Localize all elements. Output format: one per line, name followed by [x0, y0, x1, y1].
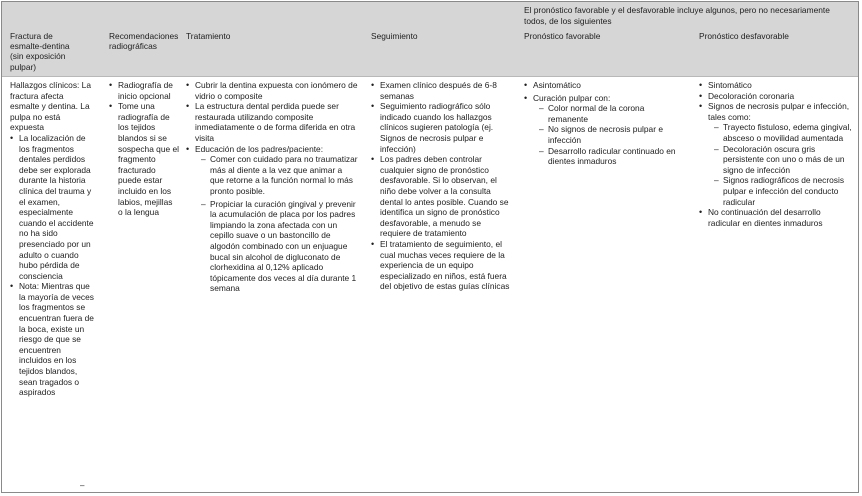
col-treatment [186, 80, 358, 294]
trailing-dash: – [80, 481, 85, 490]
sub-item: – Comer con cuidado para no traumatizar más al diente a la vez que animar a que retorne a la función normal lo más pronto posible. [201, 154, 358, 196]
education-sublist [201, 154, 358, 294]
list-item [186, 144, 358, 294]
sub-item: – Trayecto fistuloso, edema gingival, absceso o movilidad aumentada [714, 122, 855, 143]
list-item: • Seguimiento radiográfico sólo indicado cuando los hallazgos clínicos sugieren patología (ej. Signos de necrosis pulpar e infección) [371, 101, 513, 154]
sub-item: – Decoloración oscura gris persistente con uno o más de un signo de infección [714, 144, 855, 176]
list-item: • Examen clínico después de 6-8 semanas [371, 80, 513, 101]
sub-item: – Color normal de la corona remanente [539, 103, 684, 124]
education-label: Educación de los padres/paciente: [195, 143, 324, 154]
radiographic-list [109, 80, 179, 218]
necrosis-sublist [714, 122, 855, 207]
list-item: • Asintomático [524, 80, 684, 91]
sub-item: – Propiciar la curación gingival y prevenir la acumulación de placa por los padres limpiando la zona afectada con un cepillo suave o un bastoncillo de algodón combinado con un enjuague bucal sin alcohol de digluconato de clorhexidina al 0,12% aplicado tópicamente dos veces al día durante 1 semana [201, 199, 358, 294]
followup-list [371, 80, 513, 292]
list-item: • No continuación del desarrollo radicular en dientes inmaduros [699, 207, 855, 228]
list-item: • Los padres deben controlar cualquier signo de pronóstico desfavorable. Si lo observan, el niño debe volver a la consulta dental lo antes posible. Cuando se identifica un signo de pronóstico desfavorable, a menudo se requiere de tratamiento [371, 154, 513, 239]
list-item: • Tome una radiografía de los tejidos blandos si se sospecha que el fragmento fracturado puede estar incluido en los labios, mejillas o la lengua [109, 101, 179, 218]
header-col-injury: Fractura de esmalte-dentina (sin exposición pulpar) [10, 31, 70, 72]
col-followup [371, 80, 513, 292]
list-item [699, 101, 855, 207]
header-col-radiographic: Recomendaciones radiográficas [109, 31, 179, 52]
header-col-treatment: Tratamiento [186, 31, 231, 41]
sub-item: – Signos radiográficos de necrosis pulpar e infección del conducto radicular [714, 175, 855, 207]
unfavorable-list [699, 80, 855, 228]
healing-sublist [539, 103, 684, 167]
list-item: • La estructura dental perdida puede ser restaurada utilizando composite inmediatamente o de forma diferida en otra visita [186, 101, 358, 143]
list-item: • Decoloración coronaria [699, 91, 855, 102]
clinical-findings-text: Hallazgos clínicos: La fractura afecta esmalte y dentina. La pulpa no está expuesta [10, 80, 91, 133]
col-favorable [524, 80, 684, 167]
list-item [524, 93, 684, 167]
list-item: • Radiografía de inicio opcional [109, 80, 179, 101]
col-injury [10, 80, 94, 398]
list-item: • Cubrir la dentina expuesta con ionómero de vidrio o composite [186, 80, 358, 101]
favorable-list [524, 80, 684, 167]
table-header [2, 2, 858, 77]
header-col-unfavorable: Pronóstico desfavorable [699, 31, 789, 41]
list-item: • El tratamiento de seguimiento, el cual muchas veces requiere de la experiencia de un equipo especializado en niños, está fuera del objetivo de estas guías clínicas [371, 239, 513, 292]
necrosis-label: Signos de necrosis pulpar e infección, tales como: [708, 101, 850, 122]
header-col-favorable: Pronóstico favorable [524, 31, 601, 41]
sub-item: – No signos de necrosis pulpar e infección [539, 124, 684, 145]
sub-item: – Desarrollo radicular continuado en dientes inmaduros [539, 146, 684, 167]
header-prognosis-note: El pronóstico favorable y el desfavorable incluye algunos, pero no necesariamente todos, de los siguientes [524, 5, 830, 26]
list-item: • Sintomático [699, 80, 855, 91]
guideline-table [1, 1, 859, 493]
treatment-list [186, 80, 358, 294]
injury-list [10, 133, 94, 398]
header-col-followup: Seguimiento [371, 31, 418, 41]
list-item: • La localización de los fragmentos dentales perdidos debe ser explorada durante la historia clínica del trauma y el examen, especialmente cuando el accidente no ha sido presenciado por un adulto o cuando hubo pérdida de consciencia [10, 133, 94, 281]
list-item: • Nota: Mientras que la mayoría de veces los fragmentos se encuentran fuera de la boca, existe un riesgo de que se encuentren incluidos en los tejidos blandos, sean tragados o aspirados [10, 281, 94, 398]
healing-label: Curación pulpar con: [533, 92, 611, 103]
col-radiographic [109, 80, 179, 218]
col-unfavorable [699, 80, 855, 228]
